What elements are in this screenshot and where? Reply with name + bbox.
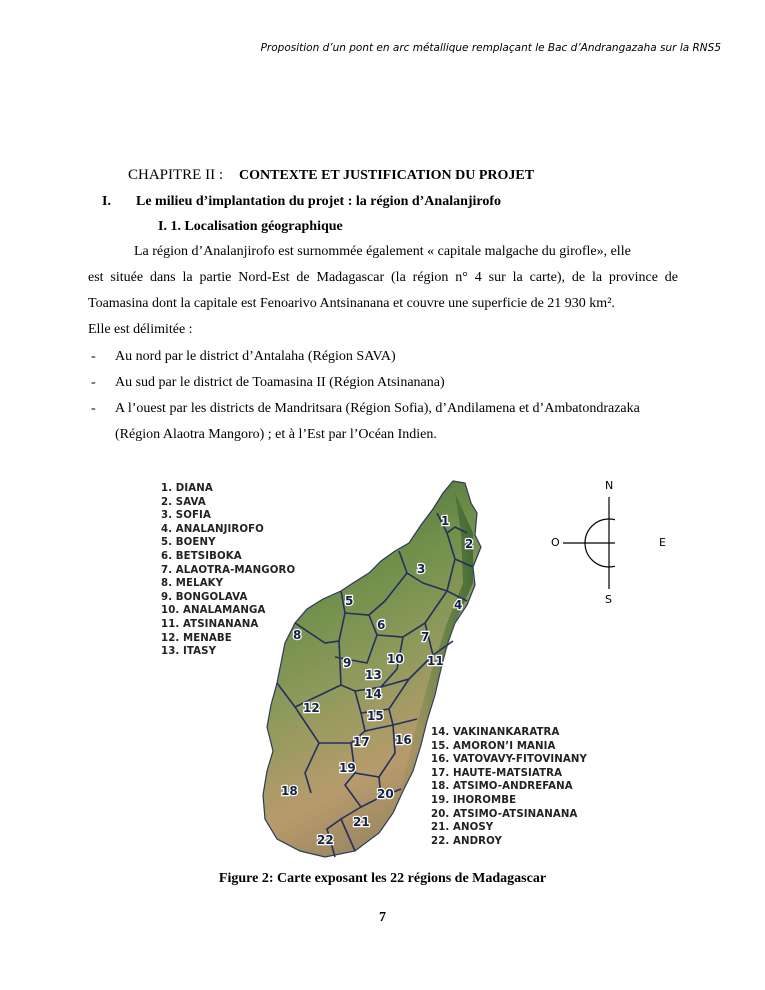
legend-item: 10. ANALAMANGA — [161, 605, 266, 617]
compass-east: E — [659, 536, 666, 549]
region-number-17: 17 — [353, 735, 370, 749]
section-roman: I. — [102, 194, 111, 209]
region-number-5: 5 — [345, 594, 354, 608]
compass-rose — [563, 497, 615, 589]
region-number-3: 3 — [417, 562, 426, 576]
bullet-marker: - — [91, 349, 96, 364]
region-number-9: 9 — [343, 656, 352, 670]
legend-right — [431, 726, 587, 848]
madagascar-region-map — [155, 473, 615, 858]
compass-west: O — [551, 536, 560, 549]
legend-item: 17. HAUTE-MATSIATRA — [431, 767, 563, 779]
region-number-15: 15 — [367, 709, 384, 723]
figure-caption: Figure 2: Carte exposant les 22 régions de Madagascar — [218, 871, 547, 886]
legend-item: 2. SAVA — [161, 496, 206, 508]
legend-item: 15. AMORON’I MANIA — [431, 740, 556, 752]
region-number-2: 2 — [465, 537, 474, 551]
legend-item: 13. ITASY — [161, 646, 217, 658]
section-heading — [102, 194, 501, 210]
chapter-heading — [128, 167, 534, 184]
legend-item: 20. ATSIMO-ATSINANANA — [431, 808, 578, 820]
region-number-13: 13 — [365, 668, 382, 682]
region-number-22: 22 — [317, 833, 334, 847]
region-number-7: 7 — [421, 630, 430, 644]
region-number-4: 4 — [454, 598, 463, 612]
legend-item: 5. BOENY — [161, 537, 216, 549]
section-title: Le milieu d’implantation du projet : la région d’Analanjirofo — [136, 194, 502, 209]
region-number-18: 18 — [281, 784, 298, 798]
legend-item: 1. DIANA — [161, 483, 213, 494]
chapter-number: CHAPITRE II : — [128, 167, 223, 183]
region-number-19: 19 — [339, 761, 356, 775]
legend-item: 8. MELAKY — [161, 578, 224, 590]
legend-item: 7. ALAOTRA-MANGORO — [161, 564, 296, 576]
legend-item: 16. VATOVAVY-FITOVINANY — [431, 754, 587, 766]
paragraph-line-3: Toamasina dont la capitale est Fenoarivo Antsinanana et couvre une superficie de 21 930 km². — [88, 296, 615, 311]
legend-item: 14. VAKINANKARATRA — [431, 727, 560, 738]
legend-item: 19. IHOROMBE — [431, 794, 517, 806]
chapter-title: CONTEXTE ET JUSTIFICATION DU PROJET — [239, 168, 535, 183]
legend-item: 3. SOFIA — [161, 510, 211, 522]
subsection-heading: I. 1. Localisation géographique — [158, 219, 343, 234]
region-number-6: 6 — [377, 618, 386, 632]
legend-item: 11. ATSINANANA — [161, 618, 259, 630]
paragraph-line-1: La région d’Analanjirofo est surnommée également « capitale malgache du girofle», elle — [134, 244, 631, 259]
bullet-item-north: Au nord par le district d’Antalaha (Région SAVA) — [115, 349, 396, 364]
legend-item: 4. ANALANJIROFO — [161, 523, 264, 535]
region-number-16: 16 — [395, 733, 412, 747]
legend-item: 9. BONGOLAVA — [161, 591, 248, 603]
bullet-item-west-line-1: A l’ouest par les districts de Mandritsara (Région Sofia), d’Andilamena et d’Ambatondrazaka — [115, 401, 640, 416]
region-number-11: 11 — [427, 654, 444, 668]
bullet-item-south: Au sud par le district de Toamasina II (Région Atsinanana) — [115, 375, 445, 390]
region-number-20: 20 — [377, 787, 394, 801]
page-number: 7 — [379, 910, 386, 925]
bullet-marker: - — [91, 375, 96, 390]
compass-south: S — [605, 593, 612, 606]
region-number-1: 1 — [441, 514, 450, 528]
legend-item: 12. MENABE — [161, 632, 232, 644]
compass-north: N — [605, 479, 614, 492]
region-number-14: 14 — [365, 687, 382, 701]
bullet-marker: - — [91, 401, 96, 416]
paragraph-line-4: Elle est délimitée : — [88, 322, 193, 337]
region-number-12: 12 — [303, 701, 320, 715]
legend-left — [161, 482, 295, 659]
legend-item: 6. BETSIBOKA — [161, 550, 242, 562]
legend-item: 22. ANDROY — [431, 835, 502, 847]
paragraph-line-2: est située dans la partie Nord-Est de Madagascar (la région n° 4 sur la carte), de la province de — [88, 270, 678, 285]
region-number-10: 10 — [387, 652, 404, 666]
running-header: Proposition d’un pont en arc métallique remplaçant le Bac d’Andrangazaha sur la RNS5 — [260, 42, 721, 54]
bullet-item-west-line-2: (Région Alaotra Mangoro) ; et à l’Est par l’Océan Indien. — [115, 427, 437, 442]
region-number-8: 8 — [293, 628, 302, 642]
legend-item: 18. ATSIMO-ANDREFANA — [431, 781, 573, 793]
legend-item: 21. ANOSY — [431, 822, 494, 834]
region-number-21: 21 — [353, 815, 370, 829]
